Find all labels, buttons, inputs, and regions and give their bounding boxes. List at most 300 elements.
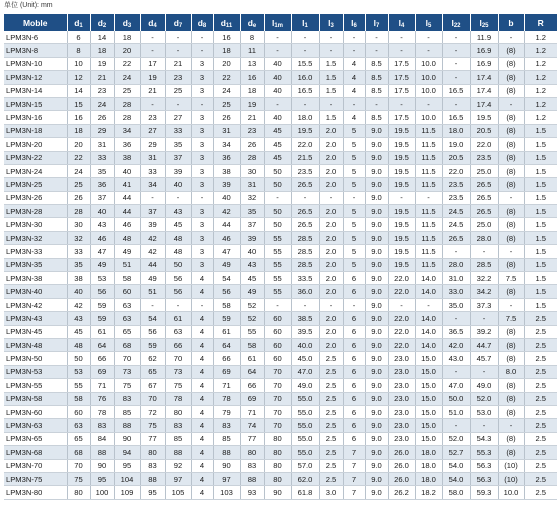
column-header-label: l bbox=[373, 17, 377, 28]
table-cell: 70 bbox=[67, 459, 90, 472]
table-cell: 28.0 bbox=[470, 231, 498, 244]
column-header-subscript: 1 bbox=[304, 22, 308, 29]
table-cell: 52 bbox=[240, 312, 264, 325]
table-cell: 47.0 bbox=[442, 379, 470, 392]
table-cell: 56.3 bbox=[470, 472, 498, 485]
table-cell: - bbox=[470, 365, 498, 378]
table-cell: 4 bbox=[191, 285, 213, 298]
table-cell: - bbox=[343, 97, 365, 110]
table-cell: - bbox=[442, 44, 470, 57]
table-cell: 80 bbox=[165, 405, 191, 418]
table-cell: 1.5 bbox=[524, 124, 557, 137]
table-cell: 1.2 bbox=[524, 71, 557, 84]
table-cell: - bbox=[498, 97, 524, 110]
table-cell: 19.5 bbox=[388, 231, 415, 244]
table-cell: - bbox=[365, 44, 388, 57]
table-cell: 40 bbox=[240, 245, 264, 258]
table-cell: 2.0 bbox=[319, 138, 343, 151]
table-cell: (8) bbox=[498, 178, 524, 191]
table-cell: 11.9 bbox=[470, 31, 498, 44]
column-header-subscript: 6 bbox=[353, 22, 357, 29]
model-cell: LPM3N-30 bbox=[4, 218, 67, 231]
table-cell: 19.5 bbox=[388, 138, 415, 151]
table-cell: 85 bbox=[213, 432, 240, 445]
table-cell: 2.0 bbox=[319, 258, 343, 271]
table-cell: 28.0 bbox=[442, 258, 470, 271]
column-header-label: d bbox=[197, 17, 203, 28]
column-header-label: l bbox=[328, 17, 331, 28]
table-cell: 4 bbox=[191, 338, 213, 351]
table-cell: 19.5 bbox=[388, 218, 415, 231]
table-cell: 16 bbox=[240, 71, 264, 84]
table-cell: 37 bbox=[165, 151, 191, 164]
table-cell: - bbox=[319, 31, 343, 44]
table-cell: 2.0 bbox=[319, 272, 343, 285]
table-cell: 40 bbox=[213, 191, 240, 204]
table-cell: 95 bbox=[114, 459, 140, 472]
table-row bbox=[4, 124, 557, 137]
table-cell: 3 bbox=[191, 138, 213, 151]
table-cell: 15.0 bbox=[415, 379, 442, 392]
column-header-subscript: 25 bbox=[481, 22, 489, 29]
table-cell: 19.5 bbox=[388, 205, 415, 218]
table-cell: 7 bbox=[343, 446, 365, 459]
table-cell: 9.0 bbox=[365, 205, 388, 218]
table-cell: - bbox=[498, 298, 524, 311]
table-cell: - bbox=[388, 191, 415, 204]
table-cell: 35 bbox=[90, 164, 114, 177]
table-cell: 15.0 bbox=[415, 352, 442, 365]
table-cell: 61 bbox=[90, 325, 114, 338]
table-cell: 52.0 bbox=[470, 392, 498, 405]
table-cell: 70 bbox=[264, 392, 291, 405]
table-cell: 54.0 bbox=[442, 459, 470, 472]
table-cell: 16.5 bbox=[442, 111, 470, 124]
table-row bbox=[4, 272, 557, 285]
column-header-subscript: 11 bbox=[225, 22, 233, 29]
table-cell: 22 bbox=[114, 57, 140, 70]
table-cell: 14.0 bbox=[415, 272, 442, 285]
table-cell: 19.5 bbox=[388, 178, 415, 191]
table-cell: 1.5 bbox=[319, 57, 343, 70]
table-cell: 26.5 bbox=[291, 178, 319, 191]
table-row bbox=[4, 459, 557, 472]
table-row bbox=[4, 446, 557, 459]
table-cell: 31 bbox=[240, 178, 264, 191]
table-cell: 3 bbox=[191, 245, 213, 258]
model-cell: LPM3N-80 bbox=[4, 486, 67, 499]
table-cell: 43 bbox=[90, 218, 114, 231]
table-cell: 43 bbox=[240, 258, 264, 271]
table-cell: 8.0 bbox=[498, 365, 524, 378]
table-cell: 32 bbox=[67, 231, 90, 244]
model-cell: LPM3N-43 bbox=[4, 312, 67, 325]
table-cell: 97 bbox=[213, 472, 240, 485]
table-cell: 37 bbox=[240, 218, 264, 231]
table-cell: (8) bbox=[498, 44, 524, 57]
table-cell: 9.0 bbox=[365, 272, 388, 285]
table-cell: - bbox=[165, 298, 191, 311]
table-body bbox=[4, 31, 557, 499]
table-cell: 64 bbox=[213, 338, 240, 351]
table-cell: 80 bbox=[140, 446, 165, 459]
table-cell: 18 bbox=[240, 84, 264, 97]
table-cell: 3.0 bbox=[319, 486, 343, 499]
table-cell: 23.5 bbox=[291, 164, 319, 177]
table-cell: - bbox=[343, 31, 365, 44]
table-cell: 67 bbox=[140, 379, 165, 392]
table-cell: - bbox=[415, 44, 442, 57]
table-cell: 1.5 bbox=[524, 138, 557, 151]
table-cell: 6 bbox=[343, 392, 365, 405]
column-header bbox=[291, 14, 319, 31]
table-cell: 63 bbox=[165, 325, 191, 338]
table-cell: 36.5 bbox=[442, 325, 470, 338]
table-row bbox=[4, 245, 557, 258]
table-cell: 58 bbox=[114, 272, 140, 285]
table-cell: 2.5 bbox=[319, 432, 343, 445]
column-header-label: l bbox=[425, 17, 429, 28]
table-cell: 2.0 bbox=[319, 325, 343, 338]
table-cell: 70 bbox=[264, 405, 291, 418]
table-cell: 5 bbox=[343, 151, 365, 164]
model-cell: LPM3N-53 bbox=[4, 365, 67, 378]
table-cell: - bbox=[415, 191, 442, 204]
table-cell: 88 bbox=[165, 446, 191, 459]
table-cell: 2.5 bbox=[319, 379, 343, 392]
table-cell: 28.5 bbox=[291, 231, 319, 244]
model-cell: LPM3N-50 bbox=[4, 352, 67, 365]
table-cell: 15.0 bbox=[415, 419, 442, 432]
model-cell: LPM3N-58 bbox=[4, 392, 67, 405]
table-cell: 6 bbox=[343, 352, 365, 365]
table-cell: 109 bbox=[114, 486, 140, 499]
model-cell: LPM3N-12 bbox=[4, 71, 67, 84]
column-header bbox=[4, 14, 67, 31]
table-cell: (8) bbox=[498, 258, 524, 271]
model-cell: LPM3N-8 bbox=[4, 44, 67, 57]
table-cell: 39.5 bbox=[291, 325, 319, 338]
table-cell: - bbox=[165, 31, 191, 44]
table-cell: 56 bbox=[140, 325, 165, 338]
column-header bbox=[365, 14, 388, 31]
table-row bbox=[4, 379, 557, 392]
table-cell: 49 bbox=[240, 285, 264, 298]
table-cell: 9.0 bbox=[365, 285, 388, 298]
table-cell: 23.5 bbox=[442, 178, 470, 191]
unit-label: 单位 (Unit): mm bbox=[4, 2, 53, 9]
table-cell: 75 bbox=[165, 379, 191, 392]
table-cell: 4 bbox=[191, 325, 213, 338]
table-cell: 56.3 bbox=[470, 459, 498, 472]
table-row bbox=[4, 178, 557, 191]
model-cell: LPM3N-48 bbox=[4, 338, 67, 351]
model-cell: LPM3N-20 bbox=[4, 138, 67, 151]
column-header-label: d bbox=[148, 17, 154, 28]
table-cell: 11.5 bbox=[415, 258, 442, 271]
table-cell: 25 bbox=[165, 84, 191, 97]
table-cell: 80 bbox=[264, 459, 291, 472]
table-cell: 35.0 bbox=[442, 298, 470, 311]
table-cell: 23.0 bbox=[388, 379, 415, 392]
table-cell: 36 bbox=[114, 138, 140, 151]
table-cell: - bbox=[291, 298, 319, 311]
table-cell: - bbox=[140, 97, 165, 110]
table-cell: 1.5 bbox=[524, 298, 557, 311]
table-cell: 2.0 bbox=[319, 218, 343, 231]
table-cell: 58 bbox=[67, 392, 90, 405]
table-cell: 34 bbox=[213, 138, 240, 151]
table-cell: 5 bbox=[343, 245, 365, 258]
table-cell: 25 bbox=[213, 97, 240, 110]
table-cell: 65 bbox=[114, 325, 140, 338]
table-cell: 69 bbox=[213, 365, 240, 378]
table-cell: 28 bbox=[114, 97, 140, 110]
table-cell: 10.0 bbox=[415, 111, 442, 124]
model-cell: LPM3N-32 bbox=[4, 231, 67, 244]
table-cell: 18.0 bbox=[291, 111, 319, 124]
table-cell: 59 bbox=[90, 298, 114, 311]
column-header-subscript: 7 bbox=[376, 22, 380, 29]
table-cell: 55 bbox=[264, 258, 291, 271]
column-header-subscript: e bbox=[252, 22, 257, 29]
table-cell: 83 bbox=[165, 419, 191, 432]
table-cell: 2.0 bbox=[319, 124, 343, 137]
table-cell: 69 bbox=[240, 392, 264, 405]
model-cell: LPM3N-63 bbox=[4, 419, 67, 432]
table-cell: (8) bbox=[498, 84, 524, 97]
table-cell: 3 bbox=[191, 111, 213, 124]
table-cell: (8) bbox=[498, 205, 524, 218]
table-cell: 36 bbox=[213, 151, 240, 164]
table-cell: - bbox=[264, 191, 291, 204]
table-cell: 2.5 bbox=[524, 486, 557, 499]
table-cell: 15.5 bbox=[291, 57, 319, 70]
table-row bbox=[4, 365, 557, 378]
table-cell: 37.3 bbox=[470, 298, 498, 311]
table-cell: 2.5 bbox=[524, 459, 557, 472]
table-cell: - bbox=[470, 419, 498, 432]
table-cell: 7.5 bbox=[498, 272, 524, 285]
table-row bbox=[4, 191, 557, 204]
table-cell: 3 bbox=[191, 84, 213, 97]
table-cell: 17.5 bbox=[388, 57, 415, 70]
table-cell: 23 bbox=[90, 84, 114, 97]
table-cell: - bbox=[264, 298, 291, 311]
table-cell: 2.5 bbox=[524, 312, 557, 325]
table-cell: 61 bbox=[213, 325, 240, 338]
table-cell: 9.0 bbox=[365, 446, 388, 459]
table-cell: - bbox=[140, 298, 165, 311]
table-cell: 40 bbox=[90, 205, 114, 218]
table-cell: 2.5 bbox=[524, 338, 557, 351]
table-cell: 33.5 bbox=[291, 272, 319, 285]
table-cell: 9.0 bbox=[365, 138, 388, 151]
table-cell: (8) bbox=[498, 432, 524, 445]
table-cell: 4 bbox=[191, 432, 213, 445]
table-cell: 2.0 bbox=[319, 312, 343, 325]
table-cell: - bbox=[291, 97, 319, 110]
table-cell: 5 bbox=[343, 231, 365, 244]
column-header-label: d bbox=[173, 17, 179, 28]
table-cell: 7 bbox=[343, 472, 365, 485]
spec-table bbox=[4, 14, 557, 500]
table-cell: - bbox=[191, 44, 213, 57]
table-cell: 9.0 bbox=[365, 191, 388, 204]
table-cell: 6 bbox=[343, 365, 365, 378]
table-cell: 42 bbox=[213, 205, 240, 218]
table-cell: 40 bbox=[67, 285, 90, 298]
table-row bbox=[4, 57, 557, 70]
table-cell: 1.2 bbox=[524, 44, 557, 57]
table-cell: 24 bbox=[114, 71, 140, 84]
table-cell: 36.0 bbox=[291, 285, 319, 298]
model-cell: LPM3N-10 bbox=[4, 57, 67, 70]
table-cell: 105 bbox=[165, 486, 191, 499]
table-cell: 2.0 bbox=[319, 231, 343, 244]
table-cell: 17.4 bbox=[470, 97, 498, 110]
table-cell: 14.0 bbox=[415, 285, 442, 298]
table-cell: 74 bbox=[240, 419, 264, 432]
table-cell: - bbox=[343, 298, 365, 311]
table-cell: 18.0 bbox=[415, 446, 442, 459]
table-cell: 1.5 bbox=[524, 191, 557, 204]
table-cell: 20.5 bbox=[442, 151, 470, 164]
table-cell: - bbox=[442, 71, 470, 84]
table-cell: (8) bbox=[498, 285, 524, 298]
table-cell: 61 bbox=[165, 312, 191, 325]
table-cell: - bbox=[165, 44, 191, 57]
table-cell: 25 bbox=[114, 84, 140, 97]
table-cell: 9.0 bbox=[365, 258, 388, 271]
column-header bbox=[264, 14, 291, 31]
table-cell: 19 bbox=[90, 57, 114, 70]
table-cell: 19.5 bbox=[388, 258, 415, 271]
table-cell: 50.0 bbox=[442, 392, 470, 405]
table-cell: 22 bbox=[213, 71, 240, 84]
model-cell: LPM3N-42 bbox=[4, 298, 67, 311]
table-cell: 55 bbox=[264, 272, 291, 285]
table-cell: 70 bbox=[264, 365, 291, 378]
table-row bbox=[4, 486, 557, 499]
table-cell: 40 bbox=[264, 84, 291, 97]
table-cell: 9.0 bbox=[365, 325, 388, 338]
table-cell: - bbox=[343, 191, 365, 204]
table-row bbox=[4, 71, 557, 84]
table-cell: 78 bbox=[165, 392, 191, 405]
table-cell: (8) bbox=[498, 164, 524, 177]
table-cell: 92 bbox=[165, 459, 191, 472]
table-cell: 39 bbox=[165, 164, 191, 177]
table-cell: 56 bbox=[90, 285, 114, 298]
table-cell: 50 bbox=[264, 178, 291, 191]
table-cell: 1.5 bbox=[524, 164, 557, 177]
table-row bbox=[4, 405, 557, 418]
model-cell: LPM3N-6 bbox=[4, 31, 67, 44]
table-cell: 28.5 bbox=[291, 258, 319, 271]
table-cell: 43 bbox=[67, 312, 90, 325]
model-cell: LPM3N-65 bbox=[4, 432, 67, 445]
table-cell: 26.0 bbox=[388, 472, 415, 485]
table-cell: 16.0 bbox=[291, 71, 319, 84]
table-cell: 17.4 bbox=[470, 84, 498, 97]
table-cell: 2.5 bbox=[524, 432, 557, 445]
table-cell: 15.0 bbox=[415, 432, 442, 445]
table-cell: 24.5 bbox=[442, 205, 470, 218]
table-cell: 66 bbox=[240, 379, 264, 392]
table-cell: 33 bbox=[90, 151, 114, 164]
table-cell: 16 bbox=[67, 111, 90, 124]
table-cell: (8) bbox=[498, 151, 524, 164]
table-cell: 26.5 bbox=[470, 178, 498, 191]
table-cell: - bbox=[140, 44, 165, 57]
table-cell: 15 bbox=[67, 97, 90, 110]
table-cell: 6 bbox=[343, 405, 365, 418]
table-cell: 23.0 bbox=[388, 419, 415, 432]
table-cell: 58.0 bbox=[442, 486, 470, 499]
table-cell: 8.5 bbox=[365, 111, 388, 124]
table-cell: 17.5 bbox=[388, 111, 415, 124]
table-cell: 8.5 bbox=[365, 57, 388, 70]
table-cell: 83 bbox=[140, 459, 165, 472]
table-cell: 51.0 bbox=[442, 405, 470, 418]
table-cell: 88 bbox=[140, 472, 165, 485]
table-cell: 71 bbox=[213, 379, 240, 392]
table-cell: 18 bbox=[114, 31, 140, 44]
table-cell: 51 bbox=[140, 285, 165, 298]
table-cell: 4 bbox=[191, 446, 213, 459]
table-cell: 4 bbox=[191, 392, 213, 405]
table-cell: - bbox=[264, 31, 291, 44]
table-cell: 1.5 bbox=[524, 231, 557, 244]
table-cell: 19.5 bbox=[470, 111, 498, 124]
model-cell: LPM3N-68 bbox=[4, 446, 67, 459]
table-cell: 77 bbox=[240, 432, 264, 445]
table-cell: 80 bbox=[67, 486, 90, 499]
table-cell: 4 bbox=[191, 419, 213, 432]
table-cell: 14.0 bbox=[415, 312, 442, 325]
table-cell: 18.0 bbox=[415, 459, 442, 472]
table-cell: 47 bbox=[90, 245, 114, 258]
column-header-subscript: 22 bbox=[453, 22, 461, 29]
table-cell: 25 bbox=[67, 178, 90, 191]
table-cell: 22.0 bbox=[388, 272, 415, 285]
table-cell: 22.0 bbox=[388, 338, 415, 351]
table-cell: - bbox=[415, 298, 442, 311]
table-cell: 40 bbox=[264, 57, 291, 70]
table-cell: 29 bbox=[90, 124, 114, 137]
column-header bbox=[524, 14, 557, 31]
table-cell: (8) bbox=[498, 124, 524, 137]
table-cell: (8) bbox=[498, 338, 524, 351]
table-cell: 15.0 bbox=[415, 392, 442, 405]
table-cell: (8) bbox=[498, 218, 524, 231]
table-cell: 1.2 bbox=[524, 84, 557, 97]
table-cell: 48 bbox=[165, 231, 191, 244]
table-cell: 104 bbox=[114, 472, 140, 485]
table-cell: 2.5 bbox=[524, 405, 557, 418]
table-cell: 52.0 bbox=[442, 432, 470, 445]
table-cell: 1.2 bbox=[524, 57, 557, 70]
table-cell: 55.3 bbox=[470, 446, 498, 459]
table-cell: 2.5 bbox=[319, 365, 343, 378]
model-cell: LPM3N-14 bbox=[4, 84, 67, 97]
table-cell: 55.0 bbox=[291, 419, 319, 432]
table-cell: 28 bbox=[240, 151, 264, 164]
table-cell: - bbox=[319, 44, 343, 57]
table-cell: 68 bbox=[114, 338, 140, 351]
table-cell: 33 bbox=[140, 164, 165, 177]
